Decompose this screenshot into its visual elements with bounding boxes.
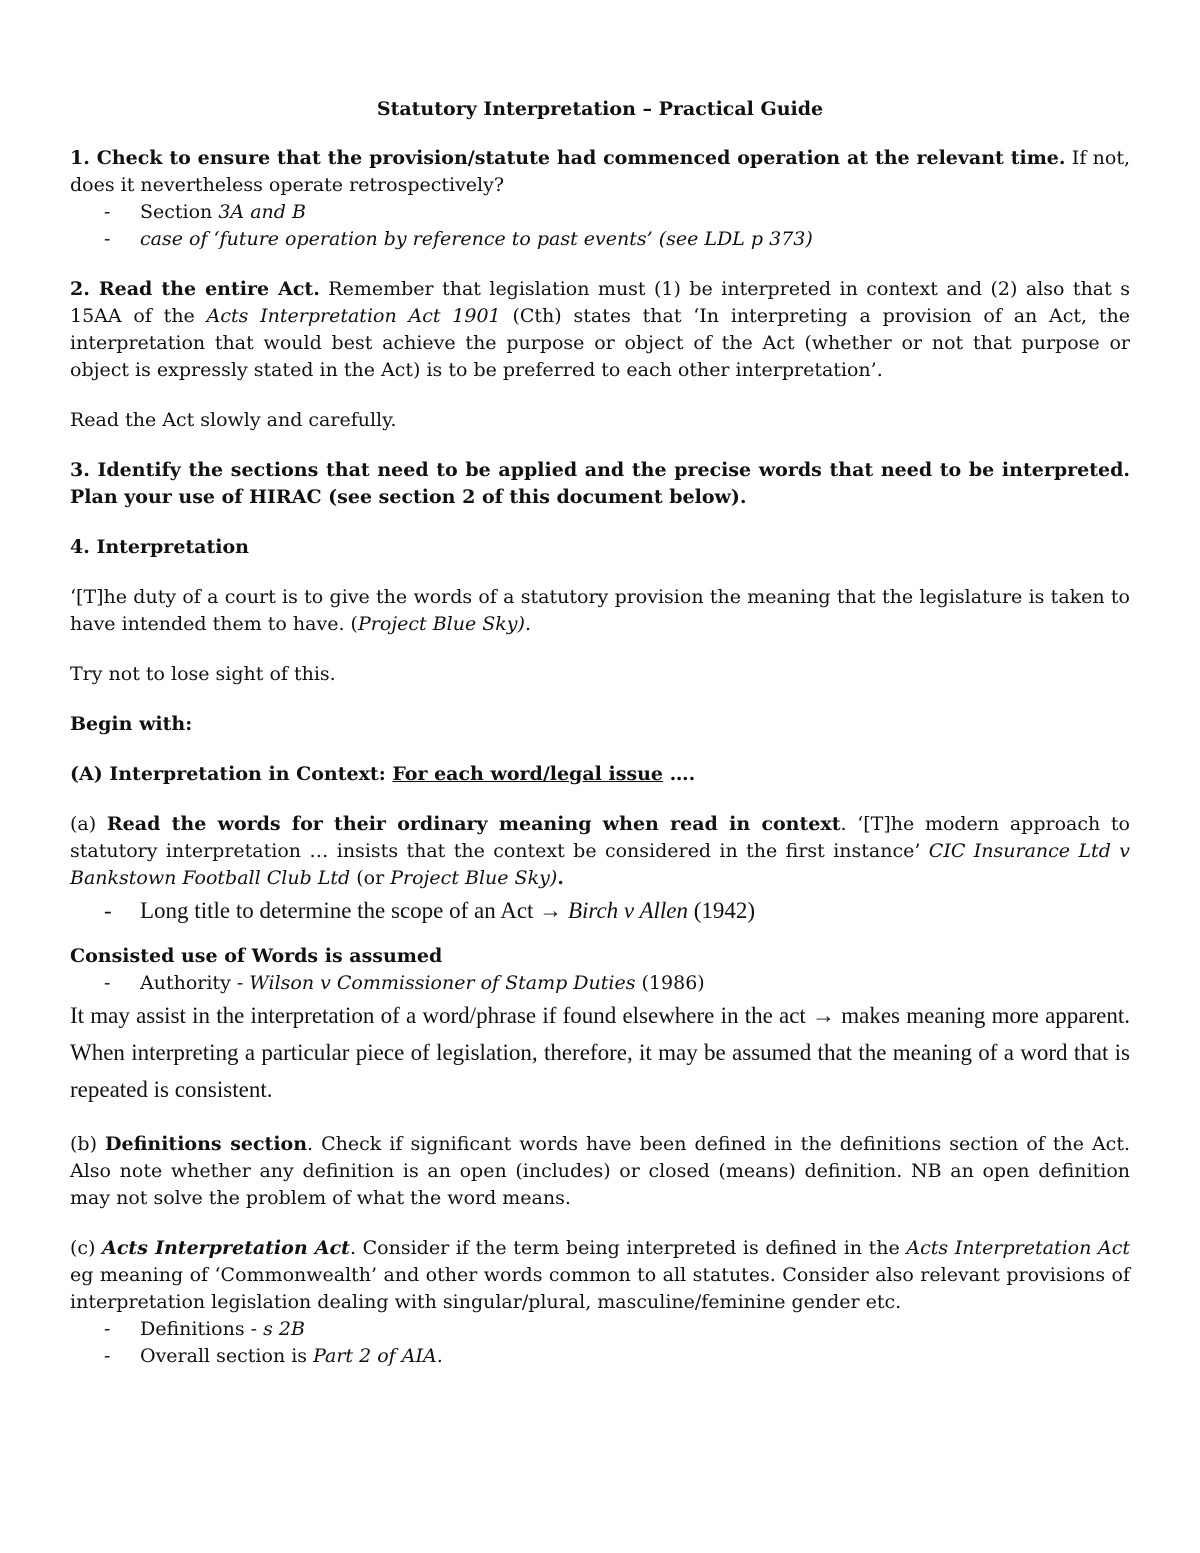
begin-heading: Begin with: [70, 713, 193, 735]
list-item [70, 1343, 1130, 1370]
section-2-text: Remember that legislation must (1) be interpreted in context and (2) also that s 15AA of the [70, 278, 1130, 327]
aia-paragraph [70, 1235, 1130, 1316]
bullet-text: Long title to determine the scope of an Act → [140, 898, 568, 923]
bullet-italic: Part 2 of AIA. [313, 1345, 443, 1367]
section-3-paragraph: 3. Identify the sections that need to be applied and the precise words that need to be interpreted. Plan your use of HIRAC (see section 2 of this document below). [70, 459, 1130, 508]
item-text: . [557, 867, 564, 889]
dash: - [104, 898, 112, 923]
item-label: (b) [70, 1133, 106, 1155]
context-heading-dots: …. [663, 763, 696, 785]
document-page [70, 96, 1130, 1370]
dash: - [104, 972, 111, 994]
quote-text: ‘[T]he duty of a court is to give the words of a statutory provision the meaning that the legislature is taken to have intended them to have. ( [70, 586, 1130, 635]
item-heading: Definitions section [105, 1133, 308, 1155]
bullet-text: Section [140, 201, 219, 223]
sight-paragraph: Try not to lose sight of this. [70, 663, 336, 685]
aia-bullets [70, 1316, 1130, 1370]
item-heading: Read the words for their ordinary meaning when read in context [106, 813, 841, 835]
ordinary-meaning-paragraph [70, 811, 1130, 892]
context-heading-underlined: For each word/legal issue [392, 763, 664, 785]
consistent-use-heading: Consisted use of Words is assumed [70, 945, 443, 967]
case-name: Wilson v Commissioner of Stamp Duties [249, 972, 636, 994]
duty-quote-paragraph [70, 584, 1130, 638]
section-1-text: If not, does it nevertheless operate retrospectively? [70, 147, 1130, 196]
list-item [70, 892, 1130, 929]
item-text: . Consider if the term being interpreted is defined in the [349, 1237, 907, 1259]
section-1-bullets [70, 199, 1130, 253]
context-heading-label: (A) Interpretation in Context: [70, 763, 393, 785]
case-name: Birch v Allen [567, 898, 689, 923]
read-slowly-paragraph: Read the Act slowly and carefully. [70, 409, 397, 431]
item-text: . ‘[T]he modern approach to statutory interpretation … insists that the context be considered in the first instance’ [70, 813, 1130, 862]
bullet-text: (1986) [635, 972, 705, 994]
list-item [70, 226, 1130, 253]
context-heading [70, 761, 1130, 788]
long-title-bullets [70, 892, 1130, 929]
section-2-heading: 2. Read the entire Act. [70, 278, 320, 300]
section-2-paragraph [70, 276, 1130, 384]
dash: - [104, 1345, 111, 1367]
item-text: (or [350, 867, 391, 889]
bullet-text: Authority - [140, 972, 250, 994]
section-1-paragraph [70, 145, 1130, 199]
bullet-text: Overall section is [140, 1345, 314, 1367]
act-title: Acts Interpretation Act [906, 1237, 1130, 1259]
item-heading: Acts Interpretation Act [102, 1237, 350, 1259]
list-item [70, 199, 1130, 226]
dash: - [104, 1318, 111, 1340]
authority-bullets [70, 970, 1130, 997]
list-item [70, 970, 1130, 997]
section-4-heading: 4. Interpretation [70, 536, 249, 558]
item-label: (a) [70, 813, 107, 835]
bullet-italic: s 2B [263, 1318, 305, 1340]
item-label: (c) [70, 1237, 103, 1259]
definitions-paragraph [70, 1131, 1130, 1212]
case-name: CIC Insurance Ltd v Bankstown Football Club Ltd [70, 840, 1130, 889]
act-title: Acts Interpretation Act 1901 [206, 305, 501, 327]
item-text: eg meaning of ‘Commonwealth’ and other words common to all statutes. Consider also relevant provisions of interpretation legislation dealing with singular/plural, masculine/feminine gender etc. [70, 1264, 1130, 1313]
case-name: Project Blue Sky) [390, 867, 558, 889]
bullet-italic: case of ‘future operation by reference to past events’ (see LDL p 373) [140, 228, 813, 250]
quote-end: . [524, 613, 531, 635]
dash: - [104, 228, 111, 250]
section-1-heading: 1. Check to ensure that the provision/statute had commenced operation at the relevant time. [70, 147, 1066, 169]
list-item [70, 1316, 1130, 1343]
assist-paragraph: It may assist in the interpretation of a word/phrase if found elsewhere in the act → makes meaning more apparent. When interpreting a particular piece of legislation, therefore, it may be assumed that the meaning of a word that is repeated is consistent. [70, 1003, 1130, 1102]
dash: - [104, 201, 111, 223]
case-name: Project Blue Sky) [357, 613, 525, 635]
item-text: . Check if significant words have been defined in the definitions section of the Act. Also note whether any definition is an open (includes) or closed (means) definition. NB an open definition may not solve the problem of what the word means. [70, 1133, 1130, 1209]
page-title: Statutory Interpretation – Practical Guide [376, 98, 824, 120]
bullet-text: Definitions - [140, 1318, 264, 1340]
bullet-text: (1942) [688, 898, 756, 923]
section-2-text-cont: (Cth) states that ‘In interpreting a provision of an Act, the interpretation that would best achieve the purpose or object of the Act (whether or not that purpose or object is expressly stated in the Act) is to be preferred to each other interpretation’. [70, 305, 1131, 381]
bullet-italic: 3A and B [218, 201, 306, 223]
